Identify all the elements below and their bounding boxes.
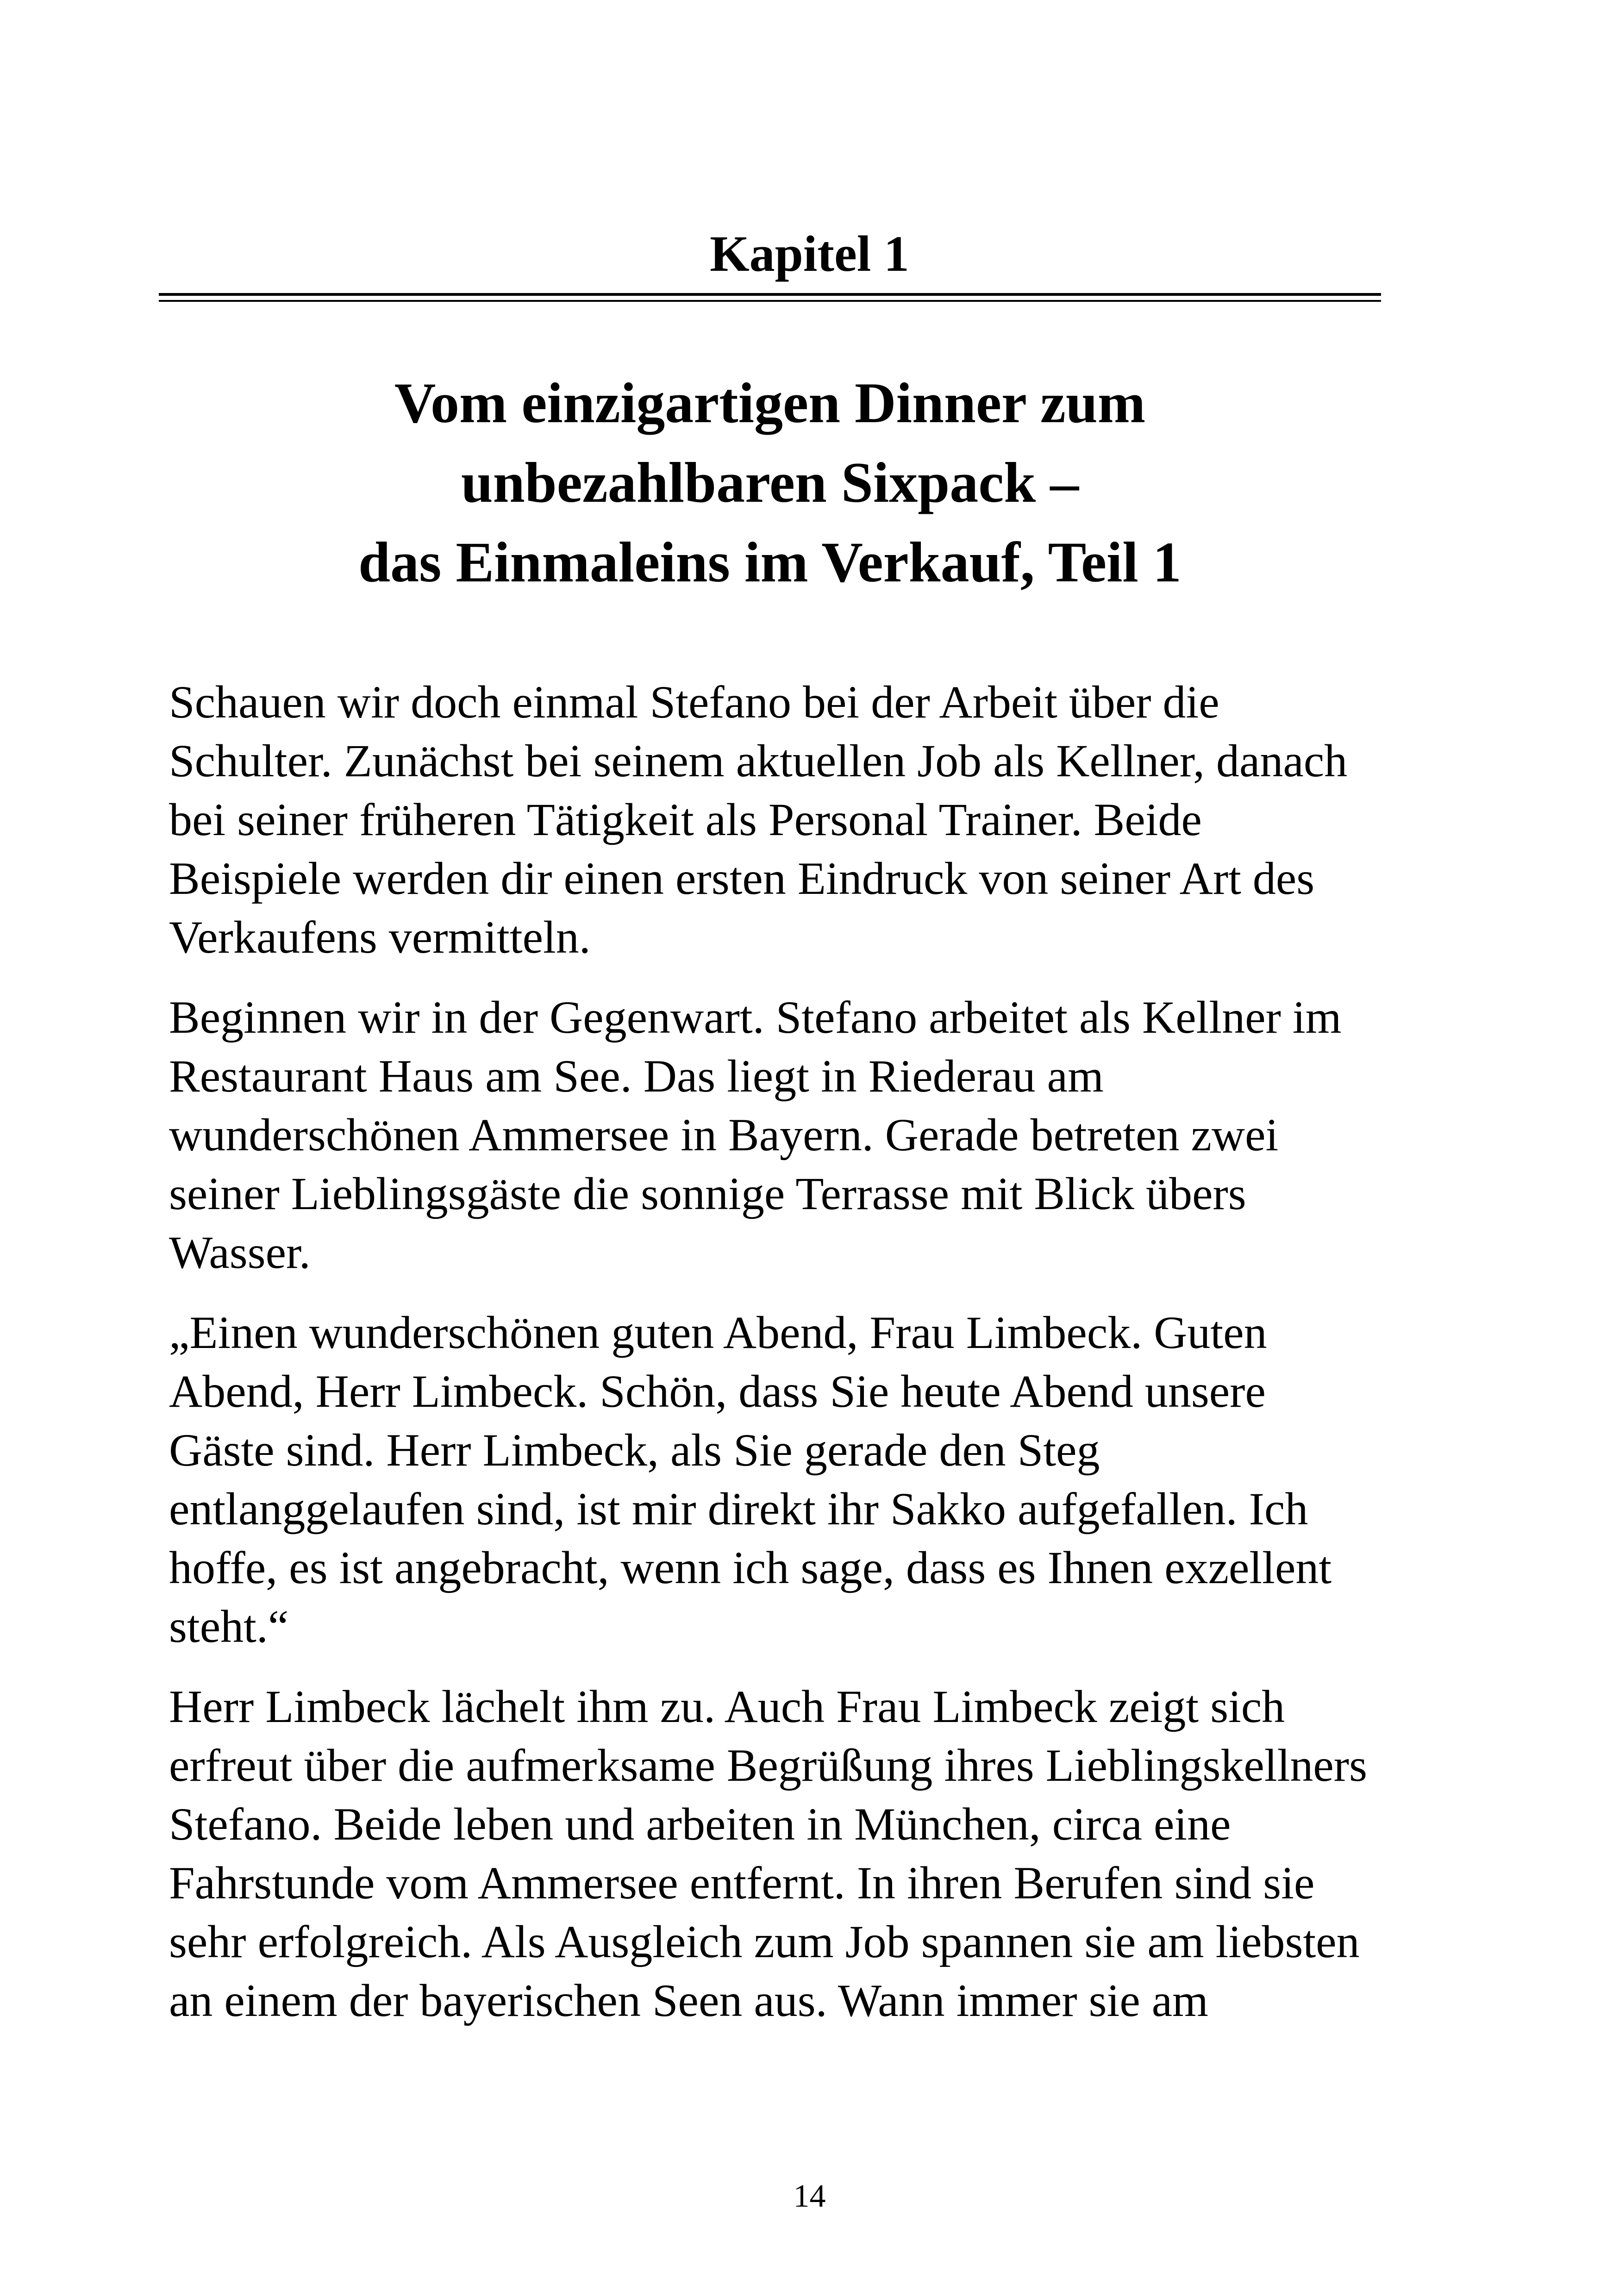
page-number: 14 bbox=[793, 2178, 826, 2214]
text-line: Beginnen wir in der Gegenwart. Stefano arbeitet als Kellner im bbox=[169, 992, 1342, 1043]
chapter-rule-thick bbox=[159, 293, 1381, 296]
text-line: bei seiner früheren Tätigkeit als Personal Trainer. Beide bbox=[169, 794, 1202, 845]
text-line: Restaurant Haus am See. Das liegt in Riederau am bbox=[169, 1050, 1104, 1102]
paragraph bbox=[169, 988, 1419, 1282]
text-line: Herr Limbeck lächelt ihm zu. Auch Frau Limbeck zeigt sich bbox=[169, 1681, 1285, 1732]
text-line: Wasser. bbox=[169, 1227, 311, 1278]
text-line: Beispiele werden dir einen ersten Eindruck von seiner Art des bbox=[169, 853, 1315, 904]
text-line: hoffe, es ist angebracht, wenn ich sage, dass es Ihnen exzellent bbox=[169, 1542, 1332, 1593]
text-line: „Einen wunderschönen guten Abend, Frau Limbeck. Guten bbox=[169, 1307, 1267, 1358]
text-line: an einem der bayerischen Seen aus. Wann immer sie am bbox=[169, 1975, 1208, 2026]
text-line: Schauen wir doch einmal Stefano bei der Arbeit über die bbox=[169, 676, 1219, 728]
text-line: Stefano. Beide leben und arbeiten in München, circa eine bbox=[169, 1798, 1231, 1850]
text-line: sehr erfolgreich. Als Ausgleich zum Job spannen sie am liebsten bbox=[169, 1916, 1360, 1967]
text-line: Verkaufens vermitteln. bbox=[169, 911, 591, 963]
paragraph bbox=[169, 1303, 1419, 1656]
chapter-title-line: das Einmaleins im Verkauf, Teil 1 bbox=[358, 530, 1181, 594]
body-text bbox=[169, 673, 1419, 2051]
chapter-title-line: unbezahlbaren Sixpack – bbox=[461, 451, 1079, 514]
paragraph bbox=[169, 673, 1419, 967]
paragraph bbox=[169, 1677, 1419, 2030]
text-line: seiner Lieblingsgäste die sonnige Terrasse mit Blick übers bbox=[169, 1168, 1246, 1219]
text-line: Gäste sind. Herr Limbeck, als Sie gerade den Steg bbox=[169, 1424, 1100, 1476]
chapter-title-line: Vom einzigartigen Dinner zum bbox=[394, 371, 1146, 435]
chapter-rule-thin bbox=[159, 300, 1381, 302]
text-line: wunderschönen Ammersee in Bayern. Gerade betreten zwei bbox=[169, 1109, 1279, 1160]
chapter-title bbox=[159, 363, 1381, 602]
text-line: Schulter. Zunächst bei seinem aktuellen Job als Kellner, danach bbox=[169, 735, 1348, 786]
text-line: entlanggelaufen sind, ist mir direkt ihr Sakko aufgefallen. Ich bbox=[169, 1483, 1308, 1535]
text-line: erfreut über die aufmerksame Begrüßung ihres Lieblingskellners bbox=[169, 1740, 1367, 1791]
text-line: steht.“ bbox=[169, 1601, 289, 1652]
text-line: Fahrstunde vom Ammersee entfernt. In ihren Berufen sind sie bbox=[169, 1857, 1315, 1909]
chapter-label: Kapitel 1 bbox=[710, 225, 909, 282]
text-line: Abend, Herr Limbeck. Schön, dass Sie heute Abend unsere bbox=[169, 1366, 1266, 1417]
